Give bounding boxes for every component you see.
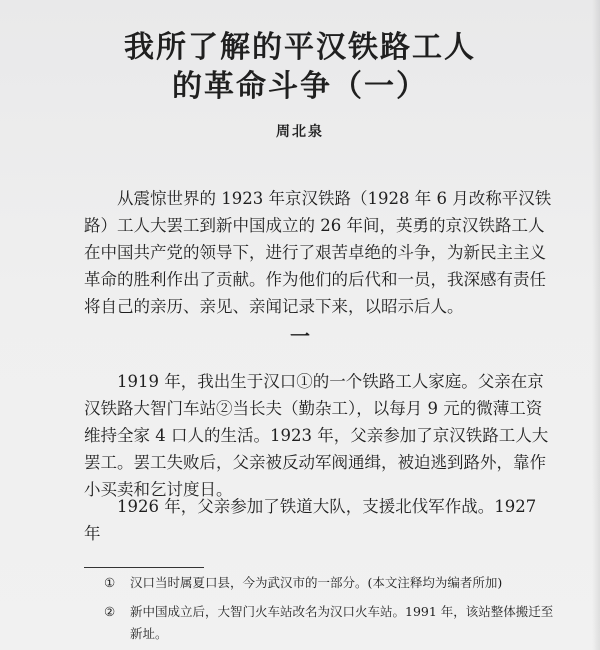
footnote-text: 汉口当时属夏口县，今为武汉市的一部分。(本文注释均为编者所加) xyxy=(130,575,503,590)
footnote xyxy=(104,572,556,594)
footnote xyxy=(104,601,556,645)
footnote-mark: ① xyxy=(104,575,116,590)
intro-paragraph: 从震惊世界的 1923 年京汉铁路（1928 年 6 月改称平汉铁路）工人大罢工到新中国成立的 26 年间，英勇的京汉铁路工人在中国共产党的领导下，进行了艰苦卓绝的斗争，为新民主主义革命的胜利作出了贡献。作为他们的后代和一员，我深感有责任将自己的亲历、亲见、亲闻记录下来，以昭示后人。 xyxy=(84,189,552,316)
section-number: 一 xyxy=(290,324,310,348)
author-name: 周北泉 xyxy=(276,124,324,140)
footnote-mark: ② xyxy=(104,604,116,619)
footnote-text: 新中国成立后，大智门火车站改名为汉口火车站。1991 年，该站整体搬迁至新址。 xyxy=(130,604,554,641)
footnote-divider xyxy=(84,567,204,568)
article-title-line-2: 的革命斗争（一） xyxy=(172,69,428,104)
body-paragraph: 1926 年，父亲参加了铁道大队，支援北伐军作战。1927 年 xyxy=(84,497,537,543)
body-paragraph: 1919 年，我出生于汉口①的一个铁路工人家庭。父亲在京汉铁路大智门车站②当长夫（勤杂工），以每月 9 元的微薄工资维持全家 4 口人的生活。1923 年，父亲参加了京汉铁路工人大罢工。罢工失败后，父亲被反动军阀通缉，被迫逃到路外，靠作小买卖和乞讨度日。 xyxy=(84,372,549,499)
article-title-line-1: 我所了解的平汉铁路工人 xyxy=(124,30,476,65)
